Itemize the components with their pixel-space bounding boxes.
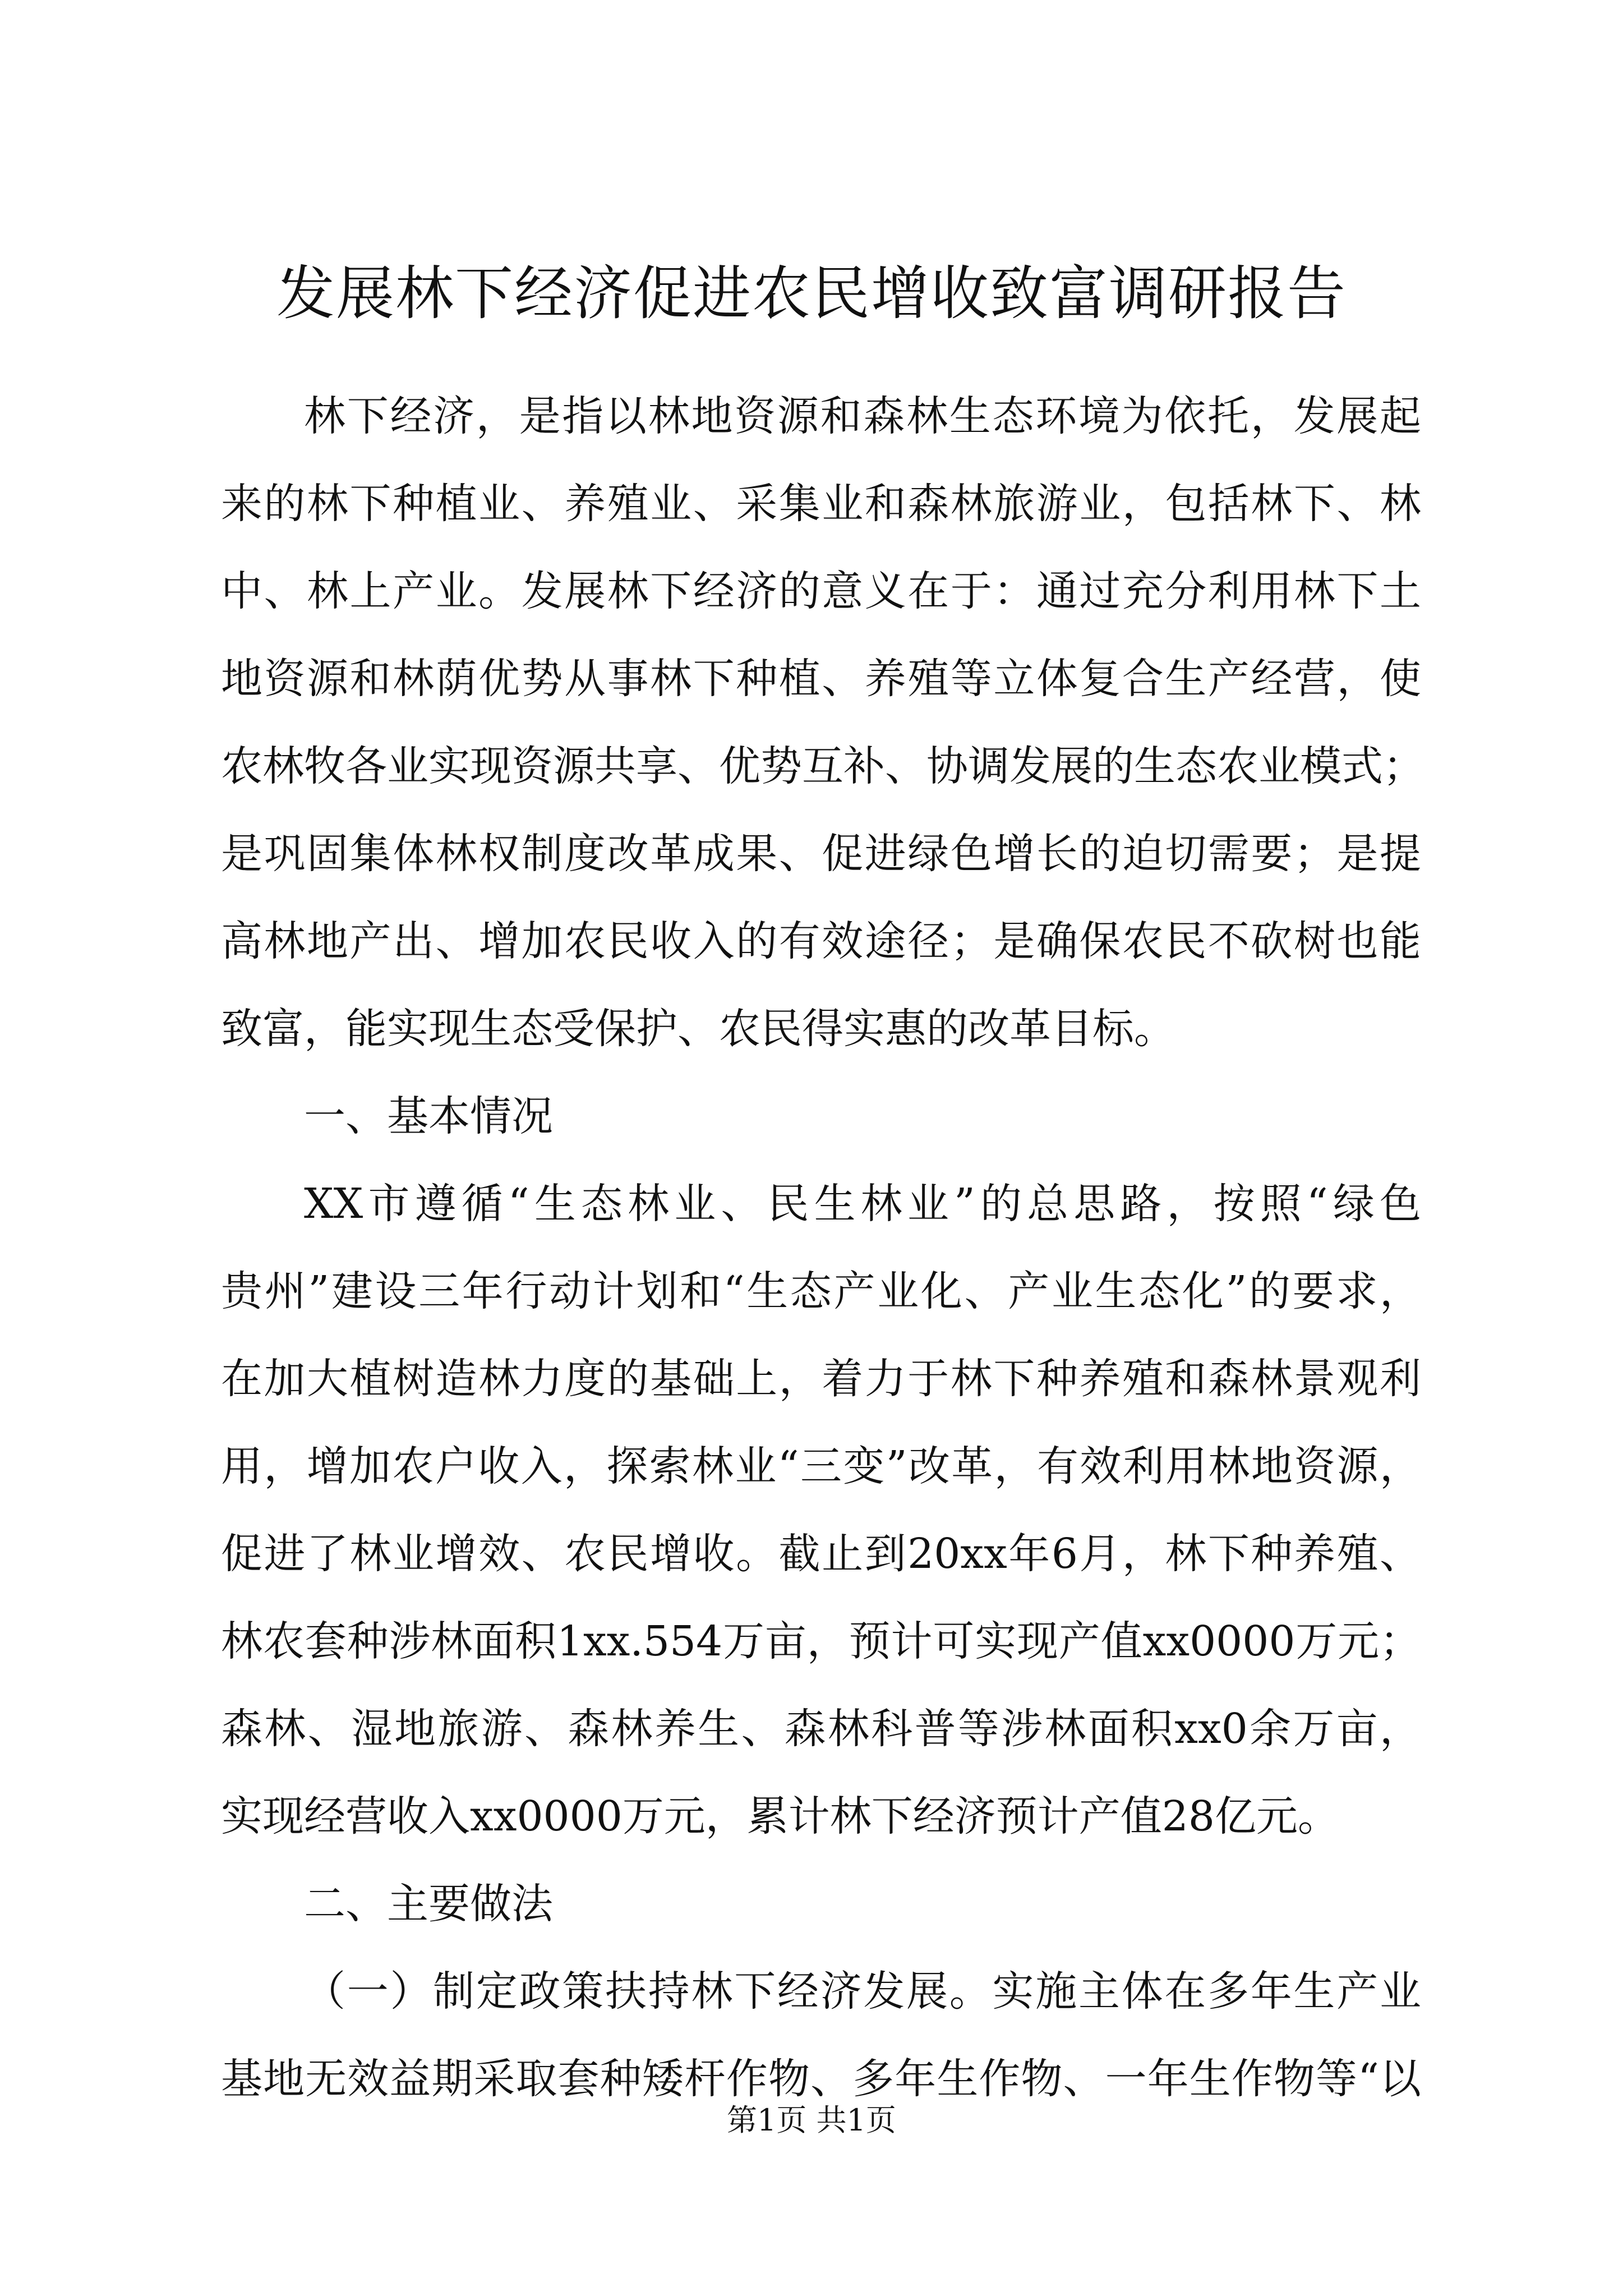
- paragraph-line: 中、林上产业。发展林下经济的意义在于：通过充分利用林下土: [221, 567, 1421, 615]
- paragraph-line: 基地无效益期采取套种矮杆作物、多年生作物、一年生作物等“以: [221, 2055, 1421, 2103]
- paragraph-line: 高林地产出、增加农民收入的有效途径；是确保农民不砍树也能: [221, 917, 1421, 965]
- paragraph-line: 森林、湿地旅游、森林养生、森林科普等涉林面积xx0余万亩，: [221, 1705, 1421, 1753]
- section-heading: 二、主要做法: [304, 1880, 553, 1928]
- document-title: 发展林下经济促进农民增收致富调研报告: [276, 259, 1347, 328]
- paragraph-line: 林下经济，是指以林地资源和森林生态环境为依托，发展起: [304, 392, 1421, 440]
- paragraph-line: 林农套种涉林面积1xx.554万亩，预计可实现产值xx0000万元；: [221, 1617, 1421, 1665]
- paragraph-line: XX市遵循“生态林业、民生林业”的总思路，按照“绿色: [304, 1180, 1421, 1228]
- document-body: [221, 372, 1424, 2123]
- paragraph-line: 来的林下种植业、养殖业、采集业和森林旅游业，包括林下、林: [221, 480, 1421, 528]
- paragraph-line: 农林牧各业实现资源共享、优势互补、协调发展的生态农业模式；: [221, 742, 1424, 790]
- subsection-line: （一）制定政策扶持林下经济发展。实施主体在多年生产业: [304, 1967, 1421, 2016]
- paragraph-line: 地资源和林荫优势从事林下种植、养殖等立体复合生产经营，使: [221, 655, 1421, 703]
- paragraph-line: 促进了林业增效、农民增收。截止到20xx年6月，林下种养殖、: [221, 1530, 1421, 1578]
- section-heading: 一、基本情况: [304, 1092, 553, 1140]
- paragraph-line: 是巩固集体林权制度改革成果、促进绿色增长的迫切需要；是提: [221, 830, 1421, 878]
- paragraph-line: 致富，能实现生态受保护、农民得实惠的改革目标。: [221, 1005, 1175, 1053]
- page-footer: 第1页 共1页: [727, 2102, 896, 2138]
- paragraph-line: 在加大植树造林力度的基础上，着力于林下种养殖和森林景观利: [221, 1355, 1421, 1403]
- paragraph-line: 实现经营收入xx0000万元，累计林下经济预计产值28亿元。: [221, 1792, 1339, 1841]
- paragraph-line: 用，增加农户收入，探索林业“三变”改革，有效利用林地资源，: [221, 1442, 1421, 1490]
- paragraph-line: 贵州”建设三年行动计划和“生态产业化、产业生态化”的要求，: [221, 1267, 1421, 1315]
